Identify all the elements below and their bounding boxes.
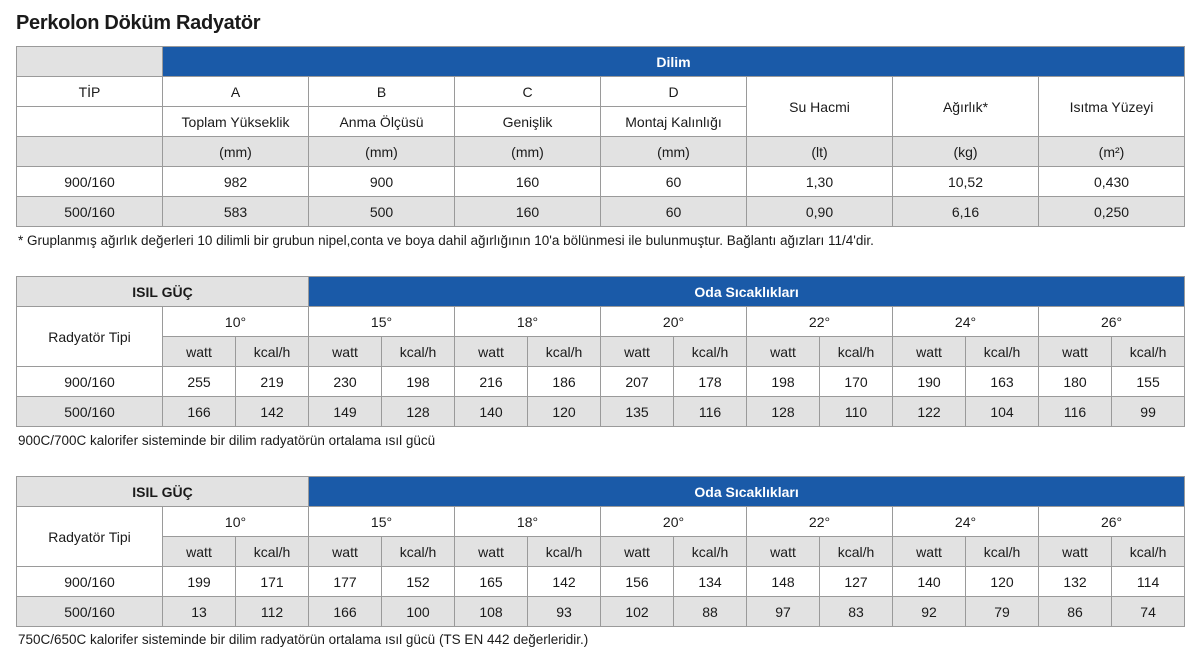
temp-18: 18° bbox=[455, 507, 601, 537]
table-cell: 152 bbox=[382, 567, 455, 597]
row-type-cell: 900/160 bbox=[17, 367, 163, 397]
unit-isitma-yuzeyi: (m²) bbox=[1039, 137, 1185, 167]
table-cell: 583 bbox=[163, 197, 309, 227]
table-cell: 127 bbox=[820, 567, 893, 597]
table-cell: 142 bbox=[236, 397, 309, 427]
unit-watt: watt bbox=[1039, 537, 1112, 567]
table-cell: 255 bbox=[163, 367, 236, 397]
unit-kcal: kcal/h bbox=[236, 537, 309, 567]
table-cell: 178 bbox=[674, 367, 747, 397]
table-cell: 122 bbox=[893, 397, 966, 427]
table-cell: 171 bbox=[236, 567, 309, 597]
unit-kcal: kcal/h bbox=[528, 337, 601, 367]
unit-kcal: kcal/h bbox=[966, 337, 1039, 367]
unit-watt: watt bbox=[309, 337, 382, 367]
table-cell: 180 bbox=[1039, 367, 1112, 397]
isil-guc-label: ISIL GÜÇ bbox=[17, 477, 309, 507]
table-cell: 132 bbox=[1039, 567, 1112, 597]
table-cell: 116 bbox=[674, 397, 747, 427]
isitma-yuzeyi-header: Isıtma Yüzeyi bbox=[1039, 77, 1185, 137]
table-cell: 198 bbox=[747, 367, 820, 397]
col-name-d: Montaj Kalınlığı bbox=[601, 107, 747, 137]
weight-footnote: * Gruplanmış ağırlık değerleri 10 dilimli bir grubun nipel,conta ve boya dahil ağırlığının 10'a bölünmesi ile bulunmuştur. Bağlantı ağızları 11/4'dir. bbox=[18, 233, 874, 248]
temp-20: 20° bbox=[601, 307, 747, 337]
table-cell: 900/160 bbox=[17, 167, 163, 197]
table-cell: 104 bbox=[966, 397, 1039, 427]
unit-b: (mm) bbox=[309, 137, 455, 167]
temp-26: 26° bbox=[1039, 307, 1185, 337]
table-cell: 114 bbox=[1112, 567, 1185, 597]
col-name-a: Toplam Yükseklik bbox=[163, 107, 309, 137]
table-cell: 0,430 bbox=[1039, 167, 1185, 197]
col-letter-c: C bbox=[455, 77, 601, 107]
table-cell: 190 bbox=[893, 367, 966, 397]
table-cell: 120 bbox=[528, 397, 601, 427]
table-cell: 0,90 bbox=[747, 197, 893, 227]
units-row bbox=[17, 337, 1185, 367]
table-cell: 97 bbox=[747, 597, 820, 627]
unit-su-hacmi: (lt) bbox=[747, 137, 893, 167]
unit-kcal: kcal/h bbox=[382, 337, 455, 367]
table-cell: 83 bbox=[820, 597, 893, 627]
unit-kcal: kcal/h bbox=[674, 337, 747, 367]
spec-blank-cell bbox=[17, 107, 163, 137]
table-cell: 140 bbox=[455, 397, 528, 427]
temp-10: 10° bbox=[163, 507, 309, 537]
temp-24: 24° bbox=[893, 307, 1039, 337]
table-cell: 60 bbox=[601, 197, 747, 227]
unit-agirlik: (kg) bbox=[893, 137, 1039, 167]
table-cell: 93 bbox=[528, 597, 601, 627]
table-row bbox=[17, 367, 1185, 397]
unit-watt: watt bbox=[747, 537, 820, 567]
table-cell: 0,250 bbox=[1039, 197, 1185, 227]
oda-sicakliklari-header: Oda Sıcaklıkları bbox=[309, 277, 1185, 307]
unit-watt: watt bbox=[455, 537, 528, 567]
table-cell: 216 bbox=[455, 367, 528, 397]
table-cell: 134 bbox=[674, 567, 747, 597]
spec-table bbox=[16, 46, 1185, 227]
table-cell: 198 bbox=[382, 367, 455, 397]
table-cell: 79 bbox=[966, 597, 1039, 627]
unit-watt: watt bbox=[747, 337, 820, 367]
table-cell: 166 bbox=[163, 397, 236, 427]
table-cell: 160 bbox=[455, 167, 601, 197]
unit-kcal: kcal/h bbox=[236, 337, 309, 367]
table-cell: 74 bbox=[1112, 597, 1185, 627]
unit-watt: watt bbox=[893, 537, 966, 567]
row-type-cell: 900/160 bbox=[17, 567, 163, 597]
unit-watt: watt bbox=[309, 537, 382, 567]
row-type-cell: 500/160 bbox=[17, 597, 163, 627]
radyator-tipi-label: Radyatör Tipi bbox=[17, 507, 163, 567]
table-cell: 500/160 bbox=[17, 197, 163, 227]
table-cell: 60 bbox=[601, 167, 747, 197]
unit-watt: watt bbox=[163, 537, 236, 567]
table-cell: 165 bbox=[455, 567, 528, 597]
table-cell: 148 bbox=[747, 567, 820, 597]
temp-15: 15° bbox=[309, 507, 455, 537]
table-row bbox=[17, 397, 1185, 427]
tip-label: TİP bbox=[17, 77, 163, 107]
unit-watt: watt bbox=[163, 337, 236, 367]
table-cell: 186 bbox=[528, 367, 601, 397]
table-cell: 140 bbox=[893, 567, 966, 597]
table-cell: 199 bbox=[163, 567, 236, 597]
temp-20: 20° bbox=[601, 507, 747, 537]
unit-kcal: kcal/h bbox=[820, 537, 893, 567]
radyator-tipi-label: Radyatör Tipi bbox=[17, 307, 163, 367]
unit-c: (mm) bbox=[455, 137, 601, 167]
unit-kcal: kcal/h bbox=[820, 337, 893, 367]
table-cell: 230 bbox=[309, 367, 382, 397]
unit-a: (mm) bbox=[163, 137, 309, 167]
unit-kcal: kcal/h bbox=[966, 537, 1039, 567]
temp-22: 22° bbox=[747, 507, 893, 537]
temp-24: 24° bbox=[893, 507, 1039, 537]
unit-watt: watt bbox=[455, 337, 528, 367]
table-cell: 170 bbox=[820, 367, 893, 397]
table-cell: 1,30 bbox=[747, 167, 893, 197]
col-letter-b: B bbox=[309, 77, 455, 107]
table-row bbox=[17, 567, 1185, 597]
unit-kcal: kcal/h bbox=[674, 537, 747, 567]
col-letter-d: D bbox=[601, 77, 747, 107]
table-cell: 88 bbox=[674, 597, 747, 627]
unit-kcal: kcal/h bbox=[1112, 337, 1185, 367]
spec-corner-cell bbox=[17, 47, 163, 77]
table-cell: 982 bbox=[163, 167, 309, 197]
table-cell: 142 bbox=[528, 567, 601, 597]
table-cell: 86 bbox=[1039, 597, 1112, 627]
row-type-cell: 500/160 bbox=[17, 397, 163, 427]
heat-output-table-900 bbox=[16, 276, 1185, 427]
table-cell: 99 bbox=[1112, 397, 1185, 427]
table-cell: 128 bbox=[382, 397, 455, 427]
table-cell: 128 bbox=[747, 397, 820, 427]
heat-note-750: 750C/650C kalorifer sisteminde bir dilim radyatörün ortalama ısıl gücü (TS EN 442 değerleridir.) bbox=[18, 632, 589, 647]
units-row bbox=[17, 537, 1185, 567]
table-cell: 900 bbox=[309, 167, 455, 197]
table-cell: 156 bbox=[601, 567, 674, 597]
unit-watt: watt bbox=[601, 537, 674, 567]
temp-26: 26° bbox=[1039, 507, 1185, 537]
table-cell: 135 bbox=[601, 397, 674, 427]
dilim-header: Dilim bbox=[163, 47, 1185, 77]
temp-15: 15° bbox=[309, 307, 455, 337]
unit-blank-cell bbox=[17, 137, 163, 167]
table-cell: 177 bbox=[309, 567, 382, 597]
table-cell: 166 bbox=[309, 597, 382, 627]
table-cell: 120 bbox=[966, 567, 1039, 597]
heat-note-900: 900C/700C kalorifer sisteminde bir dilim radyatörün ortalama ısıl gücü bbox=[18, 433, 436, 448]
table-cell: 112 bbox=[236, 597, 309, 627]
col-letter-a: A bbox=[163, 77, 309, 107]
unit-watt: watt bbox=[893, 337, 966, 367]
agirlik-header: Ağırlık* bbox=[893, 77, 1039, 137]
table-row bbox=[17, 167, 1185, 197]
table-cell: 500 bbox=[309, 197, 455, 227]
table-cell: 102 bbox=[601, 597, 674, 627]
unit-watt: watt bbox=[1039, 337, 1112, 367]
table-cell: 10,52 bbox=[893, 167, 1039, 197]
unit-watt: watt bbox=[601, 337, 674, 367]
unit-kcal: kcal/h bbox=[382, 537, 455, 567]
su-hacmi-header: Su Hacmi bbox=[747, 77, 893, 137]
table-cell: 100 bbox=[382, 597, 455, 627]
table-cell: 155 bbox=[1112, 367, 1185, 397]
temp-22: 22° bbox=[747, 307, 893, 337]
table-cell: 160 bbox=[455, 197, 601, 227]
col-name-c: Genişlik bbox=[455, 107, 601, 137]
table-row bbox=[17, 197, 1185, 227]
table-cell: 116 bbox=[1039, 397, 1112, 427]
isil-guc-label: ISIL GÜÇ bbox=[17, 277, 309, 307]
table-cell: 163 bbox=[966, 367, 1039, 397]
temp-10: 10° bbox=[163, 307, 309, 337]
heat-output-table-750 bbox=[16, 476, 1185, 627]
table-cell: 207 bbox=[601, 367, 674, 397]
col-name-b: Anma Ölçüsü bbox=[309, 107, 455, 137]
table-cell: 6,16 bbox=[893, 197, 1039, 227]
table-cell: 219 bbox=[236, 367, 309, 397]
unit-kcal: kcal/h bbox=[528, 537, 601, 567]
table-cell: 92 bbox=[893, 597, 966, 627]
temp-18: 18° bbox=[455, 307, 601, 337]
table-cell: 149 bbox=[309, 397, 382, 427]
table-cell: 110 bbox=[820, 397, 893, 427]
table-cell: 13 bbox=[163, 597, 236, 627]
table-cell: 108 bbox=[455, 597, 528, 627]
unit-d: (mm) bbox=[601, 137, 747, 167]
unit-kcal: kcal/h bbox=[1112, 537, 1185, 567]
page-title: Perkolon Döküm Radyatör bbox=[16, 12, 261, 34]
table-row bbox=[17, 597, 1185, 627]
oda-sicakliklari-header: Oda Sıcaklıkları bbox=[309, 477, 1185, 507]
